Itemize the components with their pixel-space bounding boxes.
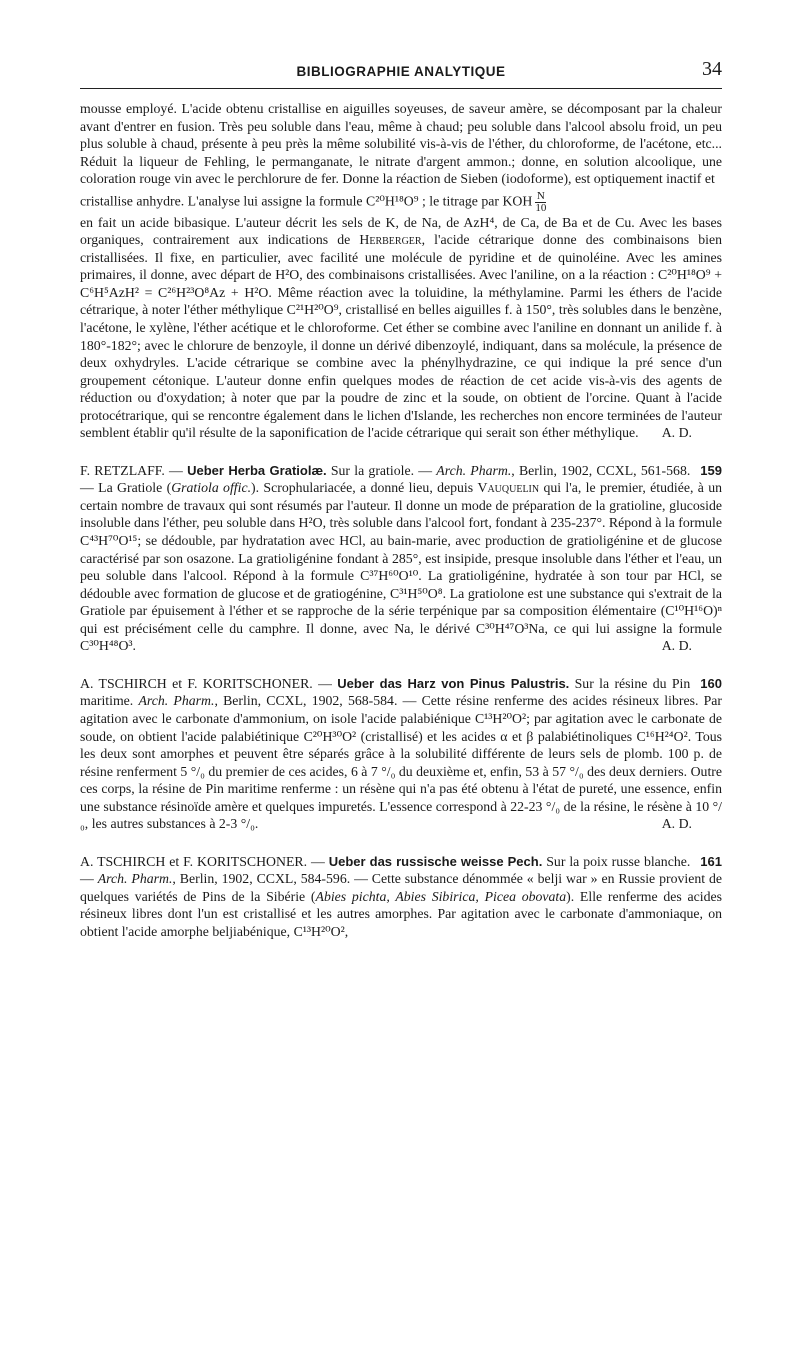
entry-title: Ueber Herba Gratiolæ. bbox=[187, 462, 327, 478]
journal-name: Arch. Pharm. bbox=[436, 462, 512, 478]
intro-continuation: en fait un acide bibasique. L'auteur décrit les sels de K, de Na, de AzH⁴, de Ca, de Ba et de Cu. Avec les bases organiques, contrairement aux indications de Herberger, l'acide cétrarique donne des combinaisons bien cristallisées. Il fixe, en particulier, avec facilité une molécule de pyridine et de quinoléine. Avec les amines primaires, il donne, avec départ de H²O, des combinaisons cristallisées. Avec l'aniline, on a la réaction : C²⁰H¹⁸O⁹ + C⁶H⁵AzH² = C²⁶H²³O⁸Az + H²O. Même réaction avec la toluidine, la méthylamine. Parmi les éthers de l'acide cétrarique, à noter l'éther méthylique C²¹H²⁰O⁹, cristallisé en belles aiguilles f. à 150°, très solubles dans le benzène, l'acétone, le xylène, l'éther acétique et le chloroforme. Cet éther se combine avec l'aniline en donnant un anilide f. à 180°-182°; avec le chlorure de benzoyle, il donne un dérivé dibenzoylé, indiquant, dans sa molécule, la présence de deux oxhydryles. L'acide cétrarique se combine avec la phénylhydrazine, ce qui indique la pré sence d'un groupement cétonique. L'auteur donne enfin quelques modes de réaction de cet acide vis-à-vis des agents de réduction ou d'oxydation; à noter que par la poudre de zinc et la soude, on obtient de l'orcine. Quant à l'acide protocétrarique, qui se rencontre également dans le lichen d'Islande, les recherches non encore terminées de l'auteur semblent établir qu'il résulte de la saponification de l'acide cétrarique qui serait son éther méthylique. bbox=[80, 214, 722, 441]
author-herberger: Herberger bbox=[359, 232, 422, 248]
signature: A. D. bbox=[661, 425, 692, 441]
entry-author: F. RETZLAFF. — bbox=[80, 462, 188, 478]
page-number: 34 bbox=[702, 58, 722, 80]
journal-name: Arch. Pharm. bbox=[97, 871, 173, 887]
signature: A. D. bbox=[661, 638, 692, 654]
entry-number: 160 bbox=[700, 675, 722, 691]
entry-author: A. TSCHIRCH et F. KORITSCHONER. — bbox=[80, 675, 338, 691]
header-title: BIBLIOGRAPHIE ANALYTIQUE bbox=[296, 64, 506, 79]
entry-title: Ueber das russische weisse Pech. bbox=[328, 853, 543, 869]
formula-line: cristallise anhydre. L'analyse lui assigne la formule C²⁰H¹⁸O⁹ ; le titrage par KOH $\frac{N}{10}$ bbox=[80, 189, 547, 214]
entry-161: 161 A. TSCHIRCH et F. KORITSCHONER. — Ueber das russische weisse Pech. Sur la poix russe blanche. — Arch. Pharm., Berlin, 1902, CCXL, 584-596. — Cette substance dénommée « belji war » en Russie provient de quelques variétés de Pins de la Sibérie (Abies pichta, Abies Sibirica, Picea obovata). Elle renferme des acides résineux libres dont l'un est cristallisé et les autres amorphes. Par agitation avec le carbonate d'ammoniaque, on obtient l'acide amorphe beljiabénique, C¹³H²⁰O², bbox=[80, 853, 723, 939]
journal-name: Arch. Pharm. bbox=[138, 693, 215, 709]
fraction: $\frac{N}{10}$ bbox=[535, 189, 547, 214]
intro-paragraph: mousse employé. L'acide obtenu cristallise en aiguilles soyeuses, de saveur amère, se décomposant par la chaleur avant d'entrer en fusion. Très peu soluble dans l'eau, même à chaud; peu soluble dans l'alcool absolu froid, un peu plus soluble à chaud, présente à peu près la même solubilité vis-à-vis de l'éther, du chloroforme, de l'acétone, etc... Réduit la liqueur de Fehling, le permanganate, le nitrate d'argent ammon.; donne, en solution alcoolique, une coloration rouge vin avec le perchlorure de fer. Donne la réaction de Sieben (iodoforme), est optiquement inactif et bbox=[80, 101, 722, 187]
entry-159: 159 F. RETZLAFF. — Ueber Herba Gratiolæ. Sur la gratiole. — Arch. Pharm., Berlin, 1902, CCXL, 561-568. — La Gratiole (Gratiola offic.). Scrophulariacée, a donné lieu, depuis Vauquelin qui l'a, le premier, étudiée, à un certain nombre de travaux qui sont résumés par l'auteur. Il donne un mode de préparation de la gratioline, glucoside insoluble dans l'éther, peu soluble dans H²O, très soluble dans l'alcool fort, fondant à 235-237°. Répond à la formule C⁴³H⁷⁰O¹⁵; se dédouble, par hydratation avec HCl, au bain-marie, avec production de gratioligénine et de glucose caractérisé par son osazone. La gratioligénine fondant à 285°, est insipide, presque insoluble dans l'éther et l'eau, un peu soluble dans l'alcool. Répond à la formule C³⁷H⁶⁰O¹⁰. La gratioligénine, hydratée à son tour par HCl, se dédouble avec formation de glucose et de gratiogénine, C³¹H⁵⁰O⁸. La gratiolone est une substance qui s'extrait de la Gratiole par épuisement à l'éther et se rapproche de la série terpénique par sa composition élémentaire (C¹⁰H¹⁶O)ⁿ qui est précisément celle du camphre. Il donne, avec Na, le dérivé C³⁰H⁴⁷O³Na, ce qui lui assigne la formule C³⁰H⁴⁸O³. A. D. bbox=[80, 462, 723, 654]
running-header bbox=[80, 58, 722, 89]
text-body bbox=[80, 100, 722, 941]
signature: A. D. bbox=[661, 816, 692, 832]
entry-number: 159 bbox=[700, 462, 722, 478]
author-vauquelin: Vauquelin bbox=[477, 480, 540, 496]
entry-160: 160 A. TSCHIRCH et F. KORITSCHONER. — Ueber das Harz von Pinus Palustris. Sur la résine du Pin maritime. Arch. Pharm., Berlin, CCXL, 1902, 568-584. — Cette résine renferme des acides résineux libres. Par agitation avec le carbonate d'ammonium, on isole l'acide palabiénique C¹³H²⁰O²; par agitation avec le carbonate de soude, on obtient l'acide palabiétinique C²⁰H³⁰O² (cristallisé) et les acides α et β palabiétinoliques C¹⁶H²⁴O². Tous les deux sont amorphes et peuvent être séparés grâce à la solubilité différente de leurs sels de plomb. 100 p. de résine renferment 5 °/₀ du premier de ces acides, 6 à 7 °/₀ du deuxième et, enfin, 53 à 57 °/₀ des deux derniers. Outre ces corps, la résine de Pin maritime renferme : un résène qui n'a pas été obtenu à l'état de pureté, une essence, enfin une substance résinoïde amère et quelques impuretés. L'essence correspond à 22-23 °/₀ de la résine, le résène à 10 °/₀, les autres substances à 2-3 °/₀. A. D. bbox=[80, 675, 722, 832]
entry-author: A. TSCHIRCH et F. KORITSCHONER. — bbox=[80, 853, 329, 869]
entry-number: 161 bbox=[700, 853, 722, 869]
entry-title: Ueber das Harz von Pinus Palustris. bbox=[337, 675, 570, 691]
